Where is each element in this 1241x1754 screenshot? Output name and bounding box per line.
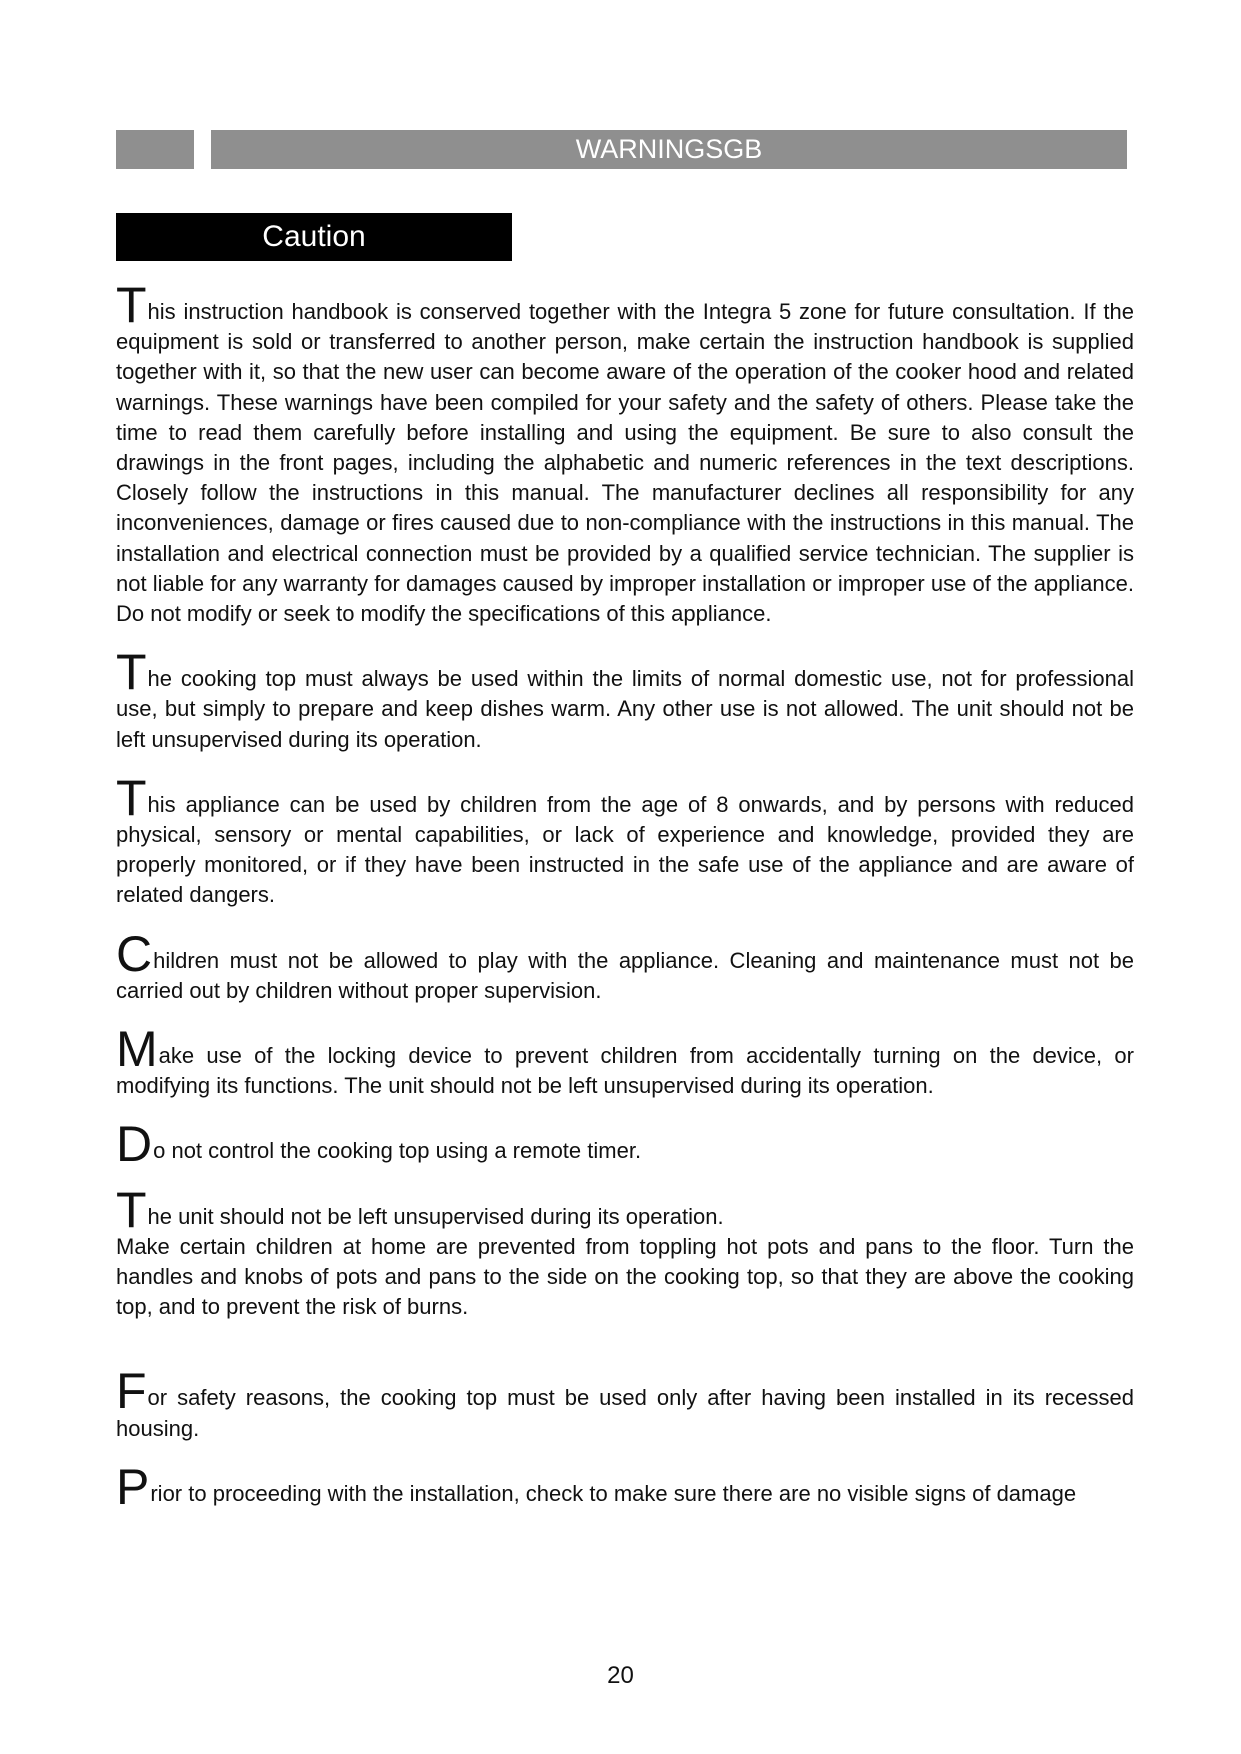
caution-heading: Caution: [262, 220, 366, 253]
paragraph-text: his instruction handbook is conserved together with the Integra 5 zone for future consultation. If the equipment is sold or transferred to another person, make certain the instruction handbook is supplied together with it, so that the new user can become aware of the operation of the cooker hood and related warnings. These warnings have been compiled for your safety and the safety of others. Please take the time to read them carefully before installing and using the equipment. Be sure to also consult the drawings in the front pages, including the alphabetic and numeric references in the text descriptions. Closely follow the instructions in this manual. The manufacturer declines all responsibility for any inconveniences, damage or fires caused due to non-compliance with the instructions in this manual. The installation and electrical connection must be provided by a qualified service technician. The supplier is not liable for any warranty for damages caused by improper installation or improper use of the appliance. Do not modify or seek to modify the specifications of this appliance.: [116, 299, 1134, 627]
section-header-bar: [211, 130, 1127, 169]
caution-heading-box: [116, 213, 512, 261]
page-number: 20: [607, 1662, 634, 1689]
drop-cap: T: [116, 644, 147, 701]
paragraph-text: his appliance can be used by children from the age of 8 onwards, and by persons with reduced physical, sensory or mental capabilities, or lack of experience and knowledge, provided they are properly monitored, or if they have been instructed in the safe use of the appliance and are aware of related dangers.: [116, 791, 1134, 908]
paragraph-locking-device: [116, 1021, 1134, 1101]
paragraph-unsupervised: [116, 1181, 1134, 1238]
header-title: WARNINGSGB: [575, 134, 763, 164]
paragraph-text: ake use of the locking device to prevent children from accidentally turning on the device, or modifying its functions. The unit should not be left unsupervised during its operation.: [116, 1043, 1134, 1099]
paragraph-text: hildren must not be allowed to play with the appliance. Cleaning and maintenance must not be carried out by children without proper supervision.: [116, 947, 1134, 1003]
drop-cap: T: [116, 769, 147, 826]
drop-cap: D: [116, 1116, 153, 1173]
paragraph-children-age: [116, 769, 1134, 911]
header-tab-block: [116, 130, 194, 169]
paragraph-text: rior to proceeding with the installation, check to make sure there are no visible signs of damage: [150, 1480, 1077, 1506]
paragraph-hot-pots: [116, 1232, 1134, 1323]
drop-cap: C: [116, 925, 153, 982]
paragraph-recessed-housing: [116, 1363, 1134, 1443]
warnings-body: [116, 277, 1134, 1537]
drop-cap: F: [116, 1363, 147, 1420]
paragraph-children-play: [116, 925, 1134, 1006]
paragraph-text: Make certain children at home are prevented from toppling hot pots and pans to the floor. Turn the handles and knobs of pots and pans to the side on the cooking top, so that they are above the cooking top, and to prevent the risk of burns.: [116, 1233, 1134, 1320]
drop-cap: M: [116, 1021, 158, 1078]
paragraph-text: or safety reasons, the cooking top must be used only after having been installed in its recessed housing.: [116, 1385, 1134, 1441]
drop-cap: P: [116, 1458, 150, 1515]
drop-cap: T: [116, 277, 147, 333]
paragraph-installation-check: [116, 1458, 1134, 1515]
paragraph-remote-timer: [116, 1116, 1134, 1173]
paragraph-text: o not control the cooking top using a remote timer.: [153, 1138, 642, 1164]
paragraph-text: he cooking top must always be used within the limits of normal domestic use, not for professional use, but simply to prepare and keep dishes warm. Any other use is not allowed. The unit should not be left unsupervised during its operation.: [116, 666, 1134, 752]
drop-cap: T: [116, 1181, 147, 1238]
paragraph-domestic-use: [116, 644, 1134, 755]
paragraph-handbook: [116, 277, 1134, 629]
paragraph-text: he unit should not be left unsupervised during its operation.: [147, 1203, 724, 1229]
